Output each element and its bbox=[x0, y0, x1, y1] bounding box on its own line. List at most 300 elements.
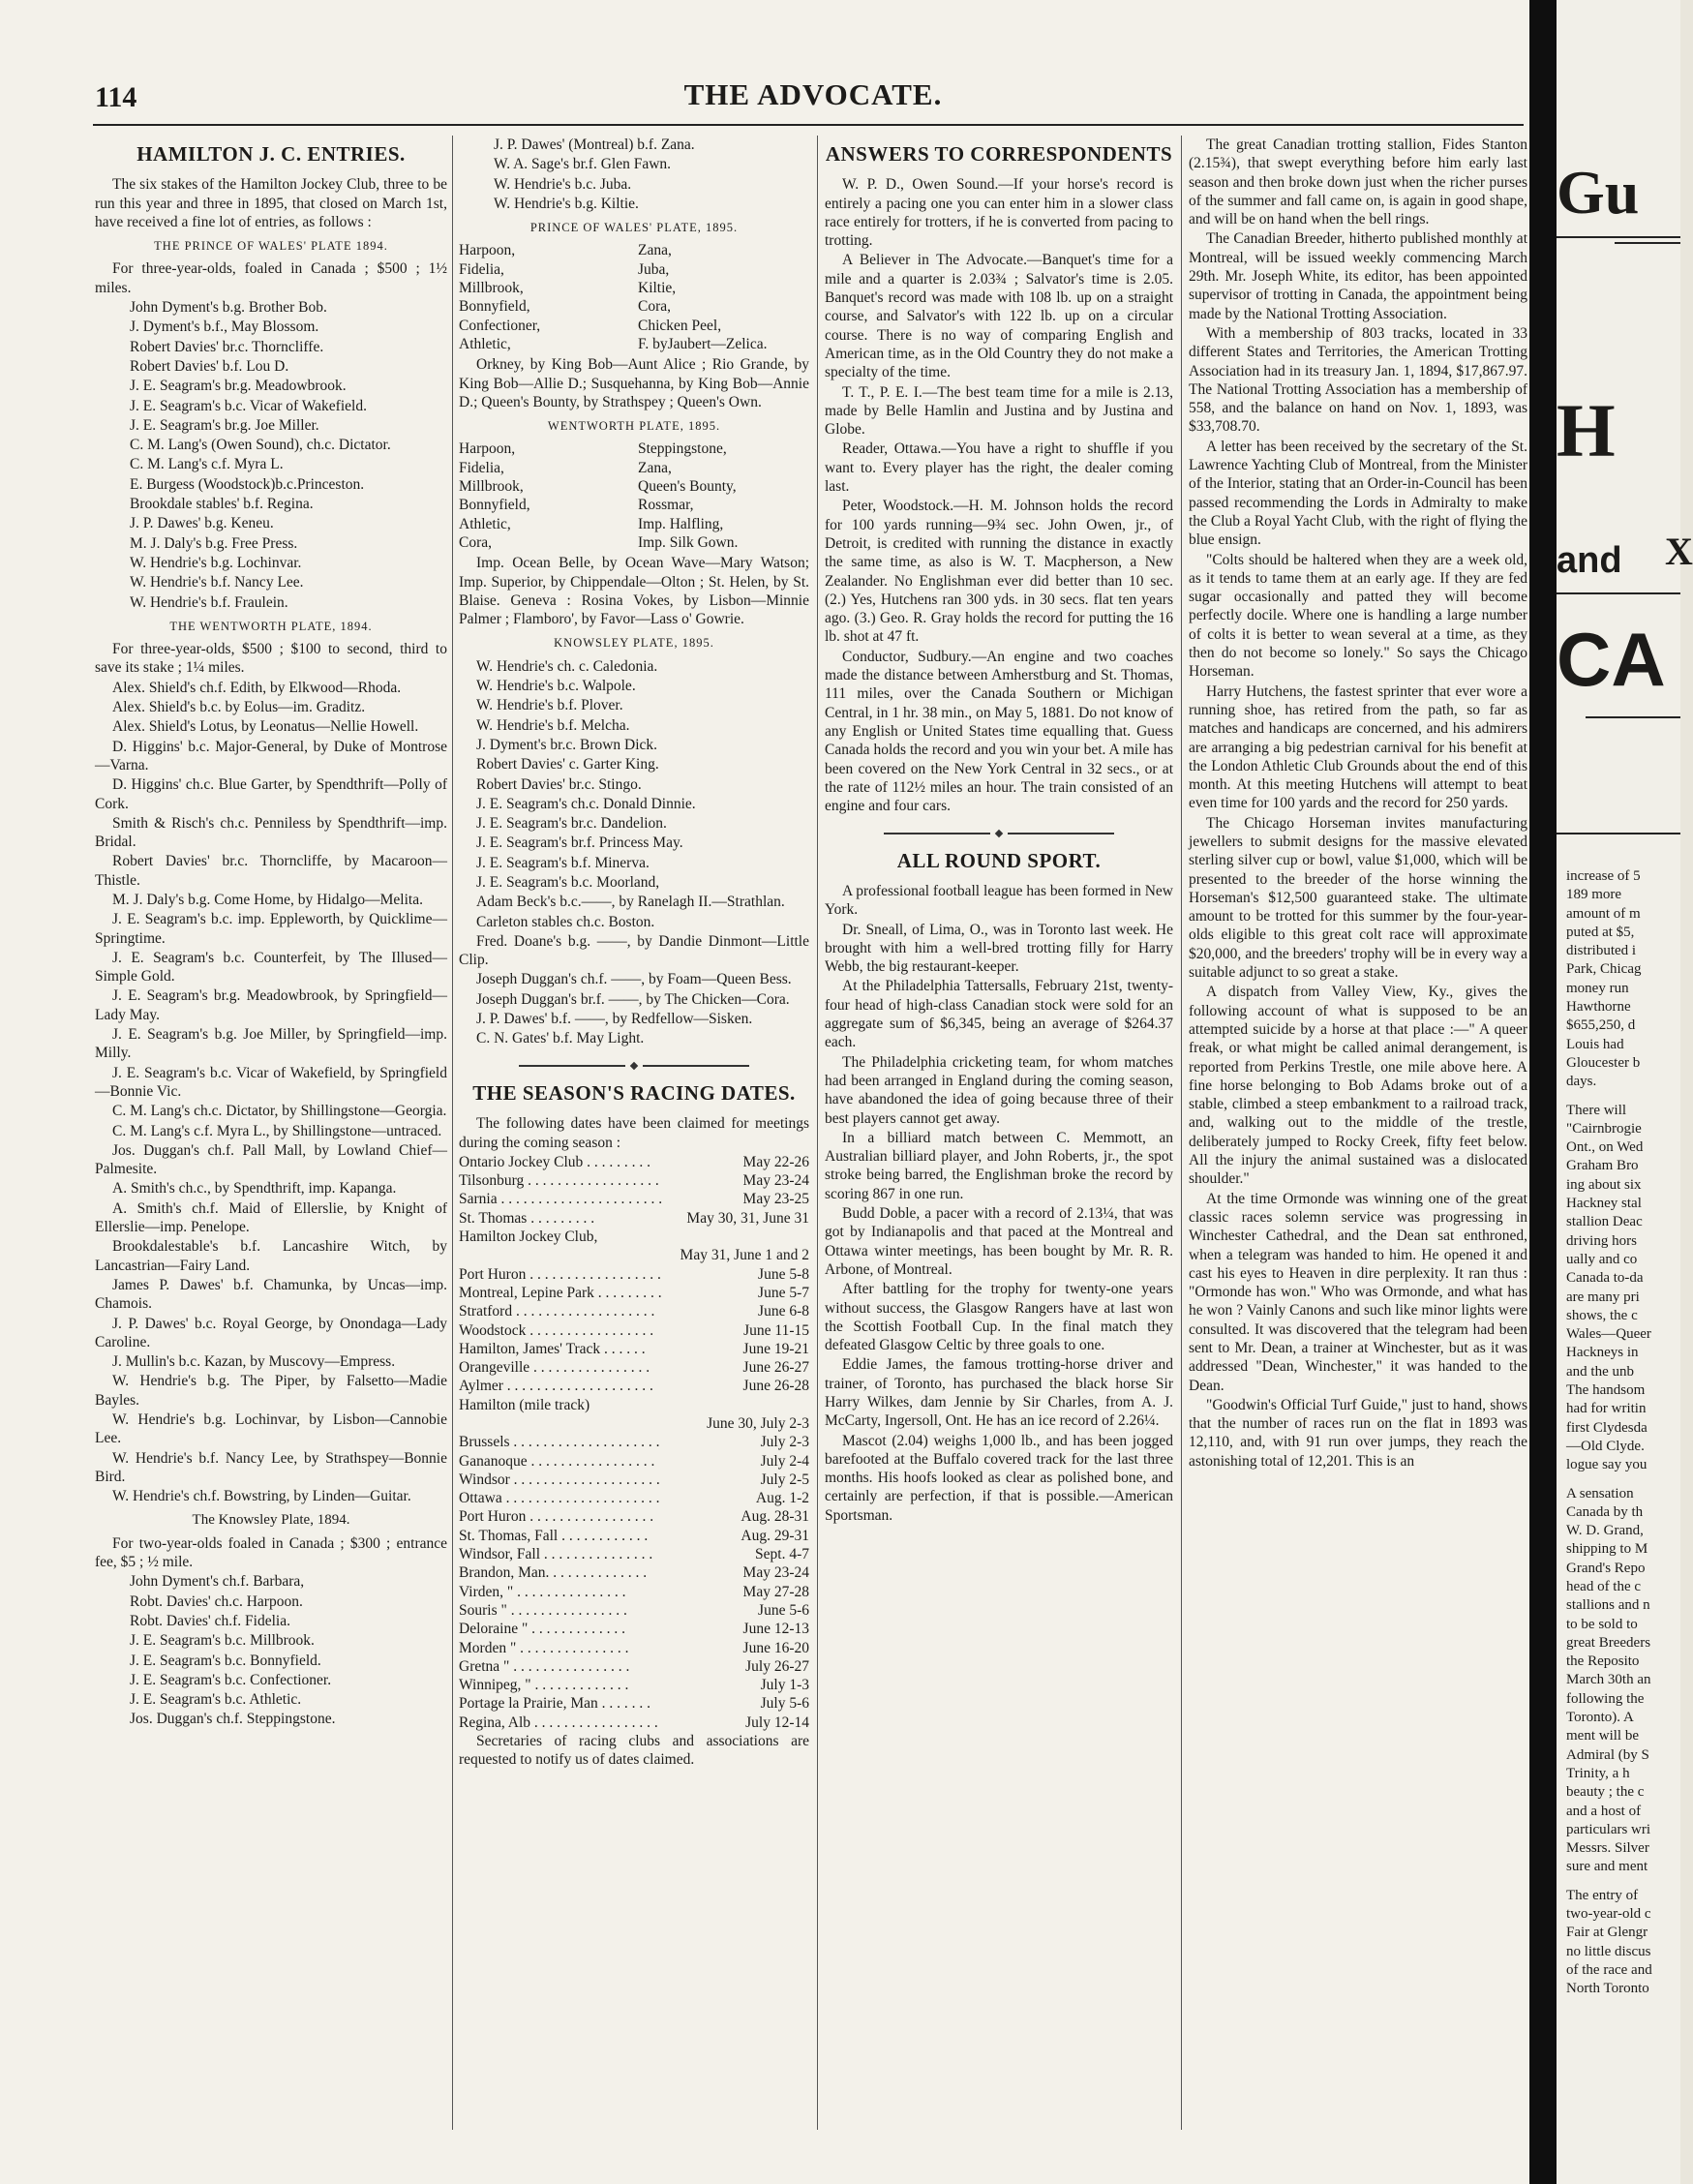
adjacent-line: days. bbox=[1566, 1074, 1597, 1090]
meeting-date: June 16-20 bbox=[742, 1639, 809, 1656]
meeting-date: June 30, July 2-3 bbox=[707, 1415, 809, 1432]
horse-grid-right bbox=[638, 241, 809, 353]
meeting-date: June 11-15 bbox=[743, 1321, 809, 1339]
entry-item: W. Hendrie's b.f. Fraulein. bbox=[130, 593, 288, 611]
horse-name: Bonnyfield, bbox=[459, 497, 530, 514]
adjacent-line: stallions and n bbox=[1566, 1597, 1650, 1614]
entry-item: J. Mullin's b.c. Kazan, by Muscovy—Empress. bbox=[112, 1353, 396, 1371]
adjacent-line: Wales—Queer bbox=[1566, 1326, 1651, 1343]
race-conditions: For two-year-olds foaled in Canada ; $300 ; entrance fee, $5 ; ½ mile. bbox=[95, 1534, 447, 1571]
adjacent-line: Canada to-da bbox=[1566, 1270, 1644, 1287]
adjacent-line: Grand's Repo bbox=[1566, 1560, 1646, 1576]
meeting-name: Port Huron . . . . . . . . . . . . . . . . . . bbox=[459, 1265, 661, 1283]
column-1 bbox=[95, 136, 447, 2130]
horse-name: Harpoon, bbox=[459, 242, 516, 259]
sport-paragraph: After battling for the trophy for twenty-one years without success, the Glasgow Rangers have at last won the Scottish Football Cup. In the final match they defeated Glasgow Celtic by three goals to one. bbox=[825, 1281, 1173, 1354]
column-divider bbox=[1181, 136, 1182, 2130]
entry-item: J. Dyment's br.c. Brown Dick. bbox=[476, 736, 658, 753]
adjacent-line: 189 more bbox=[1566, 887, 1622, 903]
adjacent-line: Graham Bro bbox=[1566, 1158, 1639, 1174]
meeting-date: Aug. 29-31 bbox=[741, 1527, 809, 1544]
entry-item: C. M. Lang's (Owen Sound), ch.c. Dictator. bbox=[130, 437, 391, 454]
adjacent-line: shows, the c bbox=[1566, 1307, 1638, 1323]
entry-item: J. E. Seagram's br.g. Meadowbrook. bbox=[130, 378, 347, 395]
entry-item: Adam Beck's b.c.——, by Ranelagh II.—Strathlan. bbox=[476, 894, 785, 911]
horse-name: Imp. Halfling, bbox=[638, 515, 724, 532]
adjacent-line: Hackney stal bbox=[1566, 1196, 1642, 1212]
meeting-date: July 2-3 bbox=[760, 1434, 809, 1451]
meeting-date: Sept. 4-7 bbox=[755, 1546, 809, 1563]
racing-date-row bbox=[459, 1302, 809, 1320]
adjacent-line: sure and ment bbox=[1566, 1859, 1648, 1875]
entry-list bbox=[95, 1572, 447, 1728]
adjacent-line: A sensation bbox=[1566, 1485, 1634, 1502]
meeting-name: Hamilton Jockey Club, bbox=[459, 1228, 598, 1246]
page-number: 114 bbox=[95, 81, 137, 113]
adjacent-line bbox=[1566, 1877, 1682, 1887]
entry-item: Fred. Doane's b.g. ——, by Dandie Dinmont—Little Clip. bbox=[459, 932, 809, 969]
sport-paragraph: Eddie James, the famous trotting-horse driver and trainer, of Toronto, has purchased the black horse Sir Harry Wilkes, dam Jennie by Sir Charles, from A. J. McCarty, Ingersoll, Ont. He has an ice record of 2.26¼. bbox=[825, 1356, 1173, 1430]
racing-date-row bbox=[459, 1153, 809, 1171]
meeting-name: Ottawa . . . . . . . . . . . . . . . . . . . . . bbox=[459, 1490, 660, 1507]
race-conditions: For three-year-olds, foaled in Canada ; $500 ; 1½ miles. bbox=[95, 260, 447, 296]
meeting-date: July 5-6 bbox=[760, 1695, 809, 1713]
entry-list bbox=[95, 298, 447, 612]
entry-item: Brookdale stables' b.f. Regina. bbox=[130, 496, 314, 513]
section-heading: The Knowsley Plate, 1894. bbox=[192, 1512, 350, 1529]
meeting-date: June 12-13 bbox=[742, 1621, 809, 1638]
horse-name: Zana, bbox=[638, 242, 672, 259]
adjacent-display-text: H bbox=[1557, 388, 1616, 472]
horse-name: Millbrook, bbox=[459, 280, 524, 297]
adjacent-line: $655,250, d bbox=[1566, 1017, 1636, 1034]
entry-item: Robert Davies' br.c. Thorncliffe. bbox=[130, 338, 324, 355]
meeting-date: June 5-8 bbox=[758, 1265, 809, 1283]
adjacent-rule bbox=[1615, 242, 1680, 244]
entry-item: J. E. Seagram's b.c. Athletic. bbox=[130, 1691, 302, 1709]
entry-item: A. Smith's ch.f. Maid of Ellerslie, by Knight of Ellerslie—imp. Penelope. bbox=[95, 1199, 447, 1236]
binding-gutter bbox=[1529, 0, 1557, 2184]
adjacent-line: are many pri bbox=[1566, 1289, 1640, 1305]
meeting-date: May 27-28 bbox=[742, 1583, 809, 1600]
meeting-date: July 1-3 bbox=[760, 1677, 809, 1694]
sport-paragraph: The Chicago Horseman invites manufacturing jewellers to submit designs for the massive elevated sterling silver cup or bowl, value $1,000, which will be presented to the breeder of the horse winning the Horseman's $12,500 guaranteed stake. The ultimate amount to be trotted for this summer by the four-year-olds eligible to this great colt race will approximate $20,000, and the breeders' trophy will be in every way a suitable adjunct to so great a stake. bbox=[1189, 814, 1527, 982]
meeting-name: Montreal, Lepine Park . . . . . . . . . bbox=[459, 1284, 662, 1301]
racing-date-row bbox=[459, 1265, 809, 1284]
column-divider bbox=[817, 136, 818, 2130]
ornament-divider bbox=[459, 1056, 809, 1075]
meeting-date: May 23-25 bbox=[742, 1191, 809, 1208]
horse-name: Kiltie, bbox=[638, 280, 677, 297]
entry-item: J. E. Seagram's b.c. Confectioner. bbox=[130, 1671, 332, 1688]
horse-name: Rossmar, bbox=[638, 497, 694, 514]
adjacent-line: and the unb bbox=[1566, 1363, 1634, 1380]
adjacent-line: The handsom bbox=[1566, 1382, 1646, 1399]
meeting-name: Souris " . . . . . . . . . . . . . . . . bbox=[459, 1601, 627, 1619]
adjacent-rule bbox=[1586, 716, 1680, 718]
adjacent-line: There will bbox=[1566, 1102, 1627, 1118]
horse-name: Athletic, bbox=[459, 515, 511, 532]
section-heading: THE WENTWORTH PLATE, 1894. bbox=[169, 619, 373, 633]
racing-date-row bbox=[459, 1433, 809, 1451]
adjacent-line: W. D. Grand, bbox=[1566, 1523, 1644, 1539]
entry-item: J. E. Seagram's br.f. Princess May. bbox=[476, 834, 683, 852]
horse-name: Fidelia, bbox=[459, 260, 504, 278]
adjacent-line: North Toronto bbox=[1566, 1981, 1649, 1997]
entry-item: J. E. Seagram's b.c. Counterfeit, by The Illused—Simple Gold. bbox=[95, 949, 447, 986]
adjacent-display-text: X bbox=[1665, 530, 1693, 573]
column-4 bbox=[1189, 136, 1527, 2130]
meeting-date: June 5-7 bbox=[758, 1284, 809, 1301]
entry-item: John Dyment's ch.f. Barbara, bbox=[130, 1573, 305, 1591]
entry-item: M. J. Daly's b.g. Free Press. bbox=[130, 534, 298, 552]
adjacent-line: Ont., on Wed bbox=[1566, 1139, 1644, 1156]
meeting-name: Orangeville . . . . . . . . . . . . . . . . bbox=[459, 1359, 650, 1377]
horse-grid-right bbox=[638, 440, 809, 552]
horse-name: Athletic, bbox=[459, 335, 511, 352]
adjacent-line: Canada by th bbox=[1566, 1503, 1644, 1520]
entry-item: W. Hendrie's b.g. The Piper, by Falsetto—Madie Bayles. bbox=[95, 1373, 447, 1409]
answers-list bbox=[825, 175, 1173, 815]
sport-paragraph: At the Philadelphia Tattersalls, February 21st, twenty-four head of high-class Canadian stock were sold for an aggregate sum of $6,345, being an average of $264.37 each. bbox=[825, 978, 1173, 1051]
racing-date-row bbox=[459, 1246, 809, 1264]
adjacent-line: Gloucester b bbox=[1566, 1054, 1641, 1071]
racing-date-row bbox=[459, 1284, 809, 1302]
entry-item: J. E. Seagram's b.c. Vicar of Wakefield. bbox=[130, 397, 367, 414]
entry-item: W. Hendrie's b.g. Lochinvar, by Lisbon—Cannobie Lee. bbox=[95, 1411, 447, 1447]
adjacent-line: Hackneys in bbox=[1566, 1345, 1639, 1361]
article-outro: Secretaries of racing clubs and associations are requested to notify us of dates claimed. bbox=[459, 1733, 809, 1769]
sport-paragraph: Harry Hutchens, the fastest sprinter that ever wore a running shoe, has retired from the path, so far as matches and handicaps are concerned, and his admirers are arranging a big pedestrian carnival for his benefit at the London Athletic Club Grounds about the end of this month. At this meeting Hutchens will attempt to beat even time for 100 yards and the record for 250 yards. bbox=[1189, 682, 1527, 812]
horse-name: Juba, bbox=[638, 260, 670, 278]
entry-item: A. Smith's ch.c., by Spendthrift, imp. Kapanga. bbox=[112, 1180, 397, 1198]
horse-name: Steppingstone, bbox=[638, 440, 727, 458]
horse-name: Cora, bbox=[638, 298, 672, 316]
entry-item: W. Hendrie's ch. c. Caledonia. bbox=[476, 657, 658, 675]
racing-date-row bbox=[459, 1414, 809, 1433]
racing-date-row bbox=[459, 1321, 809, 1340]
racing-date-row bbox=[459, 1527, 809, 1545]
sport-paragraph: Dr. Sneall, of Lima, O., was in Toronto last week. He brought with him a well-bred trotting filly for Harry Webb, the big restaurant-keeper. bbox=[825, 921, 1173, 976]
entry-item: D. Higgins' b.c. Major-General, by Duke of Montrose—Varna. bbox=[95, 738, 447, 774]
article-heading: HAMILTON J. C. ENTRIES. bbox=[136, 142, 406, 166]
sport-paragraph: The Canadian Breeder, hitherto published monthly at Montreal, will be issued weekly commencing March 29th. Mr. Joseph White, its editor, has been appointed supervisor of trotting in Canada, the appointment being made by the National Trotting Association. bbox=[1189, 230, 1527, 322]
meeting-date: June 26-28 bbox=[742, 1378, 809, 1395]
meeting-name: Brussels . . . . . . . . . . . . . . . . . . . . bbox=[459, 1434, 660, 1451]
adjacent-line: "Cairnbrogie bbox=[1566, 1120, 1642, 1137]
racing-date-row bbox=[459, 1583, 809, 1601]
adjacent-line: of the race and bbox=[1566, 1961, 1652, 1978]
racing-date-row bbox=[459, 1358, 809, 1377]
adjacent-line: distributed i bbox=[1566, 943, 1637, 959]
entry-item: Alex. Shield's ch.f. Edith, by Elkwood—Rhoda. bbox=[112, 679, 402, 696]
sport-paragraph: With a membership of 803 tracks, located in 33 different States and Territories, the American Trotting Association had in its treasury Jan. 1, 1894, $17,867.97. The National Trotting Association has a membership of 558, and the balance on hand on Nov. 1, 1893, was $33,708.70. bbox=[1189, 324, 1527, 436]
answer-paragraph: A Believer in The Advocate.—Banquet's time for a mile and a quarter is 2.03¾ ; Salvator's time is 2.05. Banquet's record was made with 108 lb. up on a straight course, and Salvator's with 122 lb. up on a circular course. There is no way of comparing English and American time, as in the Old Country they do not make a specialty of the time. bbox=[825, 252, 1173, 381]
adjacent-line: Fair at Glengr bbox=[1566, 1925, 1648, 1941]
entry-item: Smith & Risch's ch.c. Penniless by Spendthrift—imp. Bridal. bbox=[95, 814, 447, 851]
sport-paragraph: Budd Doble, a pacer with a record of 2.13¼, that was got by Indianapolis and that paced at the Montreal and Ottawa winter meetings, has been bought by Mr. R. R. Arbone, of Montreal. bbox=[825, 1205, 1173, 1278]
horse-grid-left bbox=[459, 440, 630, 552]
meeting-date: Aug. 1-2 bbox=[755, 1490, 809, 1507]
meeting-name: Sarnia . . . . . . . . . . . . . . . . . . . . . . bbox=[459, 1191, 663, 1208]
column-3 bbox=[825, 136, 1173, 2130]
entry-item: W. Hendrie's ch.f. Bowstring, by Linden—Guitar. bbox=[112, 1488, 411, 1505]
racing-date-row bbox=[459, 1489, 809, 1507]
section-heading: WENTWORTH PLATE, 1895. bbox=[547, 419, 721, 434]
entry-list bbox=[95, 679, 447, 1506]
adjacent-line: Messrs. Silver bbox=[1566, 1840, 1649, 1857]
entry-item: W. Hendrie's b.f. Nancy Lee. bbox=[130, 574, 304, 592]
meeting-name: Woodstock . . . . . . . . . . . . . . . . . bbox=[459, 1321, 654, 1339]
sport-notes bbox=[1189, 136, 1527, 1471]
adjacent-line: beauty ; the c bbox=[1566, 1784, 1645, 1801]
adjacent-rule bbox=[1557, 236, 1680, 238]
adjacent-line: ing about six bbox=[1566, 1176, 1642, 1193]
entry-item: C. M. Lang's c.f. Myra L., by Shillingstone—untraced. bbox=[112, 1122, 442, 1139]
racing-date-row bbox=[459, 1209, 809, 1228]
racing-date-row bbox=[459, 1396, 809, 1414]
racing-date-row bbox=[459, 1676, 809, 1694]
entry-item: John Dyment's b.g. Brother Bob. bbox=[130, 299, 327, 317]
entry-item: J. E. Seagram's b.c. Vicar of Wakefield, by Springfield—Bonnie Vic. bbox=[95, 1064, 447, 1100]
meeting-name: Windsor, Fall . . . . . . . . . . . . . . . bbox=[459, 1546, 653, 1563]
adjacent-display-text: Gu bbox=[1557, 158, 1640, 227]
section-heading: THE PRINCE OF WALES' PLATE 1894. bbox=[154, 239, 388, 254]
sport-paragraph: A professional football league has been formed in New York. bbox=[825, 882, 1173, 919]
entry-item: Carleton stables ch.c. Boston. bbox=[476, 913, 655, 930]
adjacent-line: first Clydesda bbox=[1566, 1419, 1648, 1436]
entry-item: J. E. Seagram's b.f. Minerva. bbox=[476, 854, 650, 871]
horse-name: Bonnyfield, bbox=[459, 298, 530, 316]
adjacent-line: driving hors bbox=[1566, 1232, 1637, 1249]
meeting-name: Winnipeg, " . . . . . . . . . . . . . bbox=[459, 1677, 629, 1694]
racing-date-row bbox=[459, 1377, 809, 1395]
entry-item: W. Hendrie's b.g. Kiltie. bbox=[494, 195, 639, 212]
meeting-name: Virden, " . . . . . . . . . . . . . . . bbox=[459, 1583, 626, 1600]
entry-list bbox=[459, 136, 809, 213]
entry-item: J. E. Seagram's b.c. Bonnyfield. bbox=[130, 1652, 321, 1669]
entry-list bbox=[459, 657, 809, 1048]
entry-item: Robt. Davies' ch.c. Harpoon. bbox=[130, 1592, 303, 1610]
racing-date-row bbox=[459, 1563, 809, 1582]
entry-item: J. P. Dawes' (Montreal) b.f. Zana. bbox=[494, 136, 695, 153]
adjacent-line: —Old Clyde. bbox=[1566, 1438, 1645, 1454]
answer-paragraph: T. T., P. E. I.—The best team time for a mile is 2.13, made by Belle Hamlin and Justina and by Justina and Globe. bbox=[825, 383, 1173, 439]
entry-item: Robert Davies' br.c. Stingo. bbox=[476, 775, 642, 793]
entry-item: J. P. Dawes' b.c. Royal George, by Onondaga—Lady Caroline. bbox=[95, 1315, 447, 1350]
meeting-name: Deloraine " . . . . . . . . . . . . . bbox=[459, 1621, 626, 1638]
entry-item: J. E. Seagram's b.g. Joe Miller, by Springfield—imp. Milly. bbox=[95, 1026, 447, 1062]
sport-paragraph: Mascot (2.04) weighs 1,000 lb., and has been jogged barefooted at the Buffalo covered track for the last three months. His hoofs looked as clear as polished bone, and certainly are perfection, if that is possible.—American Sportsman. bbox=[825, 1432, 1173, 1524]
meeting-name: Tilsonburg . . . . . . . . . . . . . . . . . . bbox=[459, 1172, 659, 1190]
adjacent-display-text: and bbox=[1557, 540, 1622, 581]
entry-item: J. E. Seagram's br.g. Meadowbrook, by Springfield—Lady May. bbox=[95, 987, 447, 1023]
entry-item: C. M. Lang's ch.c. Dictator, by Shillingstone—Georgia. bbox=[112, 1103, 447, 1120]
adjacent-text bbox=[1566, 867, 1682, 1999]
entry-item: W. Hendrie's b.f. Melcha. bbox=[476, 716, 630, 734]
adjacent-line: Admiral (by S bbox=[1566, 1746, 1649, 1763]
entry-note: Imp. Ocean Belle, by Ocean Wave—Mary Watson; Imp. Superior, by Chippendale—Olton ; St. Helen, by St. Blaise. Geneva : Rosina Vokes, by Lisbon—Minnie Palmer ; Flamboro', by Favor—Lass o' Gowrie. bbox=[459, 555, 809, 628]
meeting-name: Portage la Prairie, Man . . . . . . . bbox=[459, 1695, 651, 1713]
adjacent-line: puted at $5, bbox=[1566, 924, 1635, 940]
entry-item: C. N. Gates' b.f. May Light. bbox=[476, 1030, 645, 1047]
meeting-date: July 26-27 bbox=[745, 1657, 809, 1675]
horse-name: Zana, bbox=[638, 459, 672, 476]
entry-item: Brookdalestable's b.f. Lancashire Witch, by Lancastrian—Fairy Land. bbox=[95, 1238, 447, 1274]
adjacent-line: great Breeders bbox=[1566, 1634, 1651, 1651]
adjacent-line: money run bbox=[1566, 980, 1629, 996]
meeting-date: July 12-14 bbox=[745, 1714, 809, 1731]
adjacent-line: logue say you bbox=[1566, 1457, 1648, 1473]
adjacent-line: head of the c bbox=[1566, 1578, 1642, 1594]
meeting-date: June 26-27 bbox=[742, 1359, 809, 1377]
adjacent-line: shipping to M bbox=[1566, 1541, 1648, 1558]
section-heading: PRINCE OF WALES' PLATE, 1895. bbox=[529, 221, 739, 235]
adjacent-line: Toronto). A bbox=[1566, 1710, 1634, 1726]
meeting-date: May 31, June 1 and 2 bbox=[680, 1247, 809, 1264]
entry-item: James P. Dawes' b.f. Chamunka, by Uncas—imp. Chamois. bbox=[95, 1276, 447, 1313]
entry-item: Robert Davies' b.f. Lou D. bbox=[130, 357, 289, 375]
adjacent-line: the Reposito bbox=[1566, 1653, 1640, 1670]
meeting-name: Hamilton (mile track) bbox=[459, 1396, 590, 1413]
horse-name: Millbrook, bbox=[459, 478, 524, 496]
adjacent-line: Trinity, a h bbox=[1566, 1765, 1630, 1781]
meeting-date: May 23-24 bbox=[742, 1564, 809, 1582]
adjacent-line: Louis had bbox=[1566, 1036, 1624, 1052]
adjacent-display-text: CA bbox=[1557, 617, 1666, 702]
answer-paragraph: Conductor, Sudbury.—An engine and two coaches made the distance between Amherstburg and St. Thomas, 111 miles, over the Canada Southern or Michigan Central, in 1 hr. 38 min., on May 5, 1881. Do not know of any English or United States time equalling that. Guess Canada holds the record and you win your bet. A mile has been covered on the New York Central in 32 secs., or at the rate of 112½ miles an hour. The train consisted of an engine and four cars. bbox=[825, 648, 1173, 815]
meeting-date: May 23-24 bbox=[742, 1172, 809, 1190]
entry-item: W. Hendrie's b.g. Lochinvar. bbox=[130, 554, 302, 571]
entry-item: J. Dyment's b.f., May Blossom. bbox=[130, 318, 319, 336]
article-heading: ANSWERS TO CORRESPONDENTS bbox=[825, 142, 1173, 166]
entry-item: W. A. Sage's br.f. Glen Fawn. bbox=[494, 156, 672, 173]
entry-item: W. Hendrie's b.c. Walpole. bbox=[476, 678, 636, 695]
horse-grid bbox=[459, 241, 809, 353]
entry-item: W. Hendrie's b.f. Nancy Lee, by Strathspey—Bonnie Bird. bbox=[95, 1449, 447, 1485]
section-heading: KNOWSLEY PLATE, 1895. bbox=[554, 636, 714, 651]
sport-paragraph: The great Canadian trotting stallion, Fides Stanton (2.15¾), that swept everything before him early last season and then broke down just when the richer purses of the summer and fall came on, is again in good shape, and will be on hand when the bell rings. bbox=[1189, 136, 1527, 228]
sport-paragraph: At the time Ormonde was winning one of the great classic races solemn service was progressing in Winchester Cathedral, and the Dean sat enthroned, when a telegram was handed to him. He opened it and cast his eyes to Heaven in dire perplexity. It ran thus : "Ormonde has won." Who was Ormonde, and what has he won ? Vainly Canons and such like minor lights were consulted. It was discovered that the telegram had been sent to Mr. Dean, a trainer at Winchester, but as it was addressed "Dean, Winchester," it was handed to the Dean. bbox=[1189, 1190, 1527, 1394]
article-heading: ALL ROUND SPORT. bbox=[896, 848, 1102, 872]
racing-date-row bbox=[459, 1507, 809, 1526]
article-intro: The six stakes of the Hamilton Jockey Club, three to be run this year and three in 1895, that closed on March 1st, have received a fine lot of entries, as follows : bbox=[95, 176, 447, 230]
horse-name: Chicken Peel, bbox=[638, 317, 722, 334]
header-rule bbox=[93, 124, 1524, 126]
entry-item: Robert Davies' c. Garter King. bbox=[476, 756, 659, 774]
meeting-name: Ontario Jockey Club . . . . . . . . . bbox=[459, 1153, 651, 1170]
adjacent-line: to be sold to bbox=[1566, 1616, 1638, 1632]
entry-item: J. E. Seagram's br.g. Joe Miller. bbox=[130, 416, 319, 434]
column-2 bbox=[459, 136, 809, 2130]
racing-date-row bbox=[459, 1228, 809, 1246]
ornament-divider bbox=[825, 823, 1173, 841]
racing-date-row bbox=[459, 1657, 809, 1676]
adjacent-rule bbox=[1557, 592, 1680, 594]
meeting-date: July 2-4 bbox=[760, 1452, 809, 1470]
sport-paragraph: In a billiard match between C. Memmott, an Australian billiard player, and John Roberts, jr., the spot stroke being barred, the Englishman broke the record by scoring 867 in one run. bbox=[825, 1129, 1173, 1202]
sport-notes bbox=[825, 882, 1173, 1525]
entry-item: Robt. Davies' ch.f. Fidelia. bbox=[130, 1612, 290, 1629]
entry-item: W. Hendrie's b.c. Juba. bbox=[494, 175, 632, 193]
entry-item: J. E. Seagram's b.c. imp. Eppleworth, by Quicklime—Springtime. bbox=[95, 911, 447, 947]
entry-item: D. Higgins' ch.c. Blue Garter, by Spendthrift—Polly of Cork. bbox=[95, 776, 447, 812]
answer-paragraph: Peter, Woodstock.—H. M. Johnson holds the record for 100 yards running—9¾ sec. John Owen, jr., of Detroit, is credited with running the distance in exactly the same time, as also is W. T. Macpherson, a New Zealander. No Englishman ever did better than 10 sec. (2.) Yes, Hutchens ran 300 yds. in 30 secs. flat ten years ago. (3.) Geo. R. Gray holds the record for putting the 16 lb. shot at 47 ft. bbox=[825, 498, 1173, 646]
sport-paragraph: A dispatch from Valley View, Ky., gives the following account of what is supposed to be an attempted suicide by a horse at that place :—" A queer freak, or what might be called animal derangement, is reported from Perkins Trestle, one mile above here. A fine horse belonging to Bob Adams broke out of a stable, climbed a steep embankment to a railroad track, and, walking out to the middle of the trestle, deliberately jumped to Rocky Creek, fifty feet below. All the injury the animal sustained was a dislocated shoulder." bbox=[1189, 984, 1527, 1188]
racing-date-row bbox=[459, 1601, 809, 1620]
adjacent-line: March 30th an bbox=[1566, 1672, 1651, 1688]
entry-item: J. E. Seagram's br.c. Dandelion. bbox=[476, 815, 667, 833]
racing-date-row bbox=[459, 1545, 809, 1563]
entry-item: Jos. Duggan's ch.f. Pall Mall, by Lowland Chief—Palmesite. bbox=[95, 1141, 447, 1178]
racing-date-row bbox=[459, 1639, 809, 1657]
horse-name: Harpoon, bbox=[459, 440, 516, 458]
entry-item: E. Burgess (Woodstock)b.c.Princeston. bbox=[130, 475, 365, 493]
racing-date-row bbox=[459, 1171, 809, 1190]
racing-date-row bbox=[459, 1471, 809, 1489]
entry-item: Alex. Shield's Lotus, by Leonatus—Nellie Howell. bbox=[112, 718, 419, 736]
entry-item: Alex. Shield's b.c. by Eolus—im. Graditz. bbox=[112, 699, 366, 716]
meeting-name: Gretna " . . . . . . . . . . . . . . . . bbox=[459, 1657, 630, 1675]
horse-name: F. byJaubert—Zelica. bbox=[638, 335, 768, 352]
adjacent-line: had for writin bbox=[1566, 1401, 1647, 1417]
racing-date-row bbox=[459, 1190, 809, 1208]
race-conditions: For three-year-olds, $500 ; $100 to second, third to save its stake ; 1¼ miles. bbox=[95, 641, 447, 677]
adjacent-line: stallion Deac bbox=[1566, 1214, 1643, 1230]
meeting-date: June 5-6 bbox=[758, 1601, 809, 1619]
sport-paragraph: The Philadelphia cricketing team, for whom matches had been arranged in England during the coming season, have abandoned the idea of going because three of their best players cannot get away. bbox=[825, 1053, 1173, 1127]
column-divider bbox=[452, 136, 453, 2130]
masthead-title: THE ADVOCATE. bbox=[683, 77, 943, 111]
adjacent-line: two-year-old c bbox=[1566, 1906, 1651, 1923]
sport-paragraph: "Colts should be haltered when they are a week old, as it tends to tame them at an early age. If they are fed sugar occasionally and patted they will become perfectly docile. Where one is handling a large number of colts it is better to wean several at a time, as they then do not become so lonely." So says the Chicago Horseman. bbox=[1189, 551, 1527, 681]
meeting-date: June 19-21 bbox=[742, 1340, 809, 1357]
horse-name: Fidelia, bbox=[459, 459, 504, 476]
racing-date-row bbox=[459, 1694, 809, 1713]
adjacent-line bbox=[1566, 1475, 1682, 1485]
answer-paragraph: Reader, Ottawa.—You have a right to shuffle if you want to. Every player has the right, the dealer coming last. bbox=[825, 440, 1173, 496]
adjacent-line: particulars wri bbox=[1566, 1821, 1651, 1837]
adjacent-line: following the bbox=[1566, 1690, 1645, 1707]
meeting-name: Morden " . . . . . . . . . . . . . . . bbox=[459, 1639, 629, 1656]
racing-dates-table bbox=[459, 1153, 809, 1732]
meeting-date: July 2-5 bbox=[760, 1471, 809, 1488]
entry-item: J. E. Seagram's ch.c. Donald Dinnie. bbox=[476, 795, 696, 812]
article-heading: THE SEASON'S RACING DATES. bbox=[472, 1080, 796, 1105]
horse-name: Queen's Bounty, bbox=[638, 478, 737, 496]
entry-note: Orkney, by King Bob—Aunt Alice ; Rio Grande, by King Bob—Allie D.; Susquehanna, by King Bob—Annie D.; Queen's Bounty, by Strathspey ; Queen's Own. bbox=[459, 356, 809, 410]
sport-paragraph: "Goodwin's Official Turf Guide," just to hand, shows that the number of races run on the flat in 1893 was 12,110, and, with 91 run over jumps, they reach the astonishing total of 12,201. This is an bbox=[1189, 1396, 1527, 1470]
adjacent-line: ually and co bbox=[1566, 1251, 1638, 1267]
entry-item: J. P. Dawes' b.g. Keneu. bbox=[130, 515, 274, 532]
horse-name: Imp. Silk Gown. bbox=[638, 533, 739, 551]
entry-item: J. P. Dawes' b.f. ——, by Redfellow—Sisken. bbox=[476, 1011, 753, 1028]
racing-date-row bbox=[459, 1340, 809, 1358]
meeting-name: Stratford . . . . . . . . . . . . . . . . . . . bbox=[459, 1303, 655, 1320]
meeting-date: June 6-8 bbox=[758, 1303, 809, 1320]
horse-grid bbox=[459, 440, 809, 552]
article-intro: The following dates have been claimed for meetings during the coming season : bbox=[459, 1115, 809, 1151]
meeting-name: Port Huron . . . . . . . . . . . . . . . . . bbox=[459, 1508, 654, 1526]
sport-paragraph: A letter has been received by the secretary of the St. Lawrence Yachting Club of Montreal, from the Minister of the Interior, stating that an Order-in-Council has been passed recommending the Lords in Admiralty to make the Club a Royal Yacht Club, with the right of flying the blue ensign. bbox=[1189, 438, 1527, 549]
racing-date-row bbox=[459, 1620, 809, 1638]
adjacent-line: The entry of bbox=[1566, 1887, 1639, 1903]
adjacent-page bbox=[1557, 0, 1693, 2184]
horse-name: Confectioner, bbox=[459, 317, 541, 334]
entry-item: W. Hendrie's b.f. Plover. bbox=[476, 697, 623, 714]
adjacent-line: Hawthorne bbox=[1566, 999, 1631, 1016]
meeting-date: May 22-26 bbox=[742, 1153, 809, 1170]
